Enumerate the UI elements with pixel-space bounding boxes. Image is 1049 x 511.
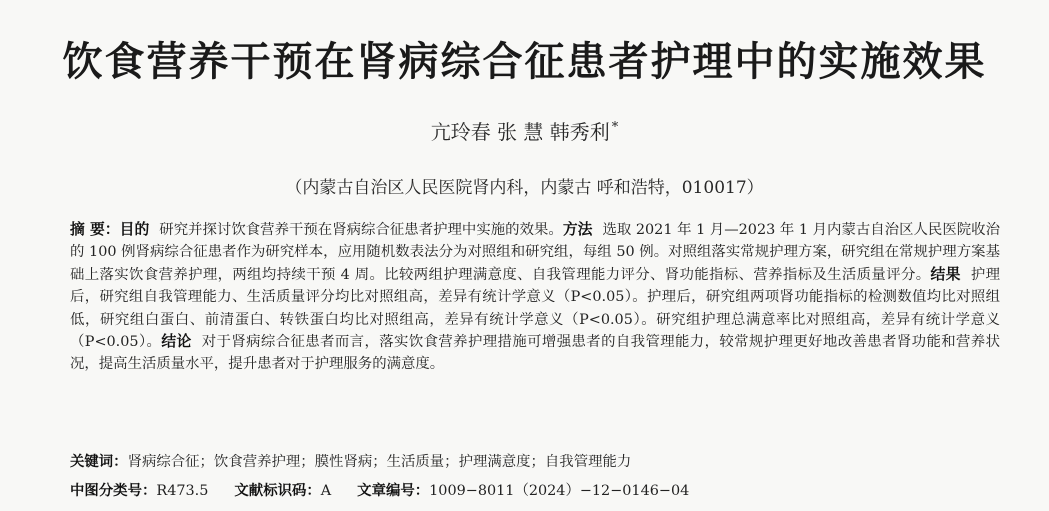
keywords-label: 关键词： [70, 454, 128, 470]
methods-text: 选取 2021 年 1 月—2023 年 1 月内蒙古自治区人民医院收治的 100 例肾病综合征患者作为研究样本，应用随机数表法分为对照组和研究组，每组 50 例。对照组落实常规护理方案，研究组在常规护理方案基础上落实饮食营养护理，两组均持续干预 4 周。比较两组护理满意度、自我管理能力评分、肾功能指标、营养指标及生活质量评分。 [70, 222, 1000, 283]
author-names: 亢玲春 张 慧 韩秀利 [430, 120, 610, 144]
keywords-line [70, 451, 1020, 473]
clc-label: 中图分类号： [70, 483, 157, 499]
corresponding-author-mark: * [611, 120, 619, 136]
objective-text: 研究并探讨饮食营养干预在肾病综合征患者护理中实施的效果。 [159, 222, 563, 238]
article-no-label: 文章编号： [357, 483, 430, 499]
objective-label: 目的 [119, 221, 150, 238]
results-text: 护理后，研究组自我管理能力、生活质量评分均比对照组高，差异有统计学意义（P<0.05）。护理后，研究组两项肾功能指标的检测数值均比对照组低，研究组白蛋白、前清蛋白、转铁蛋白均比对照组高，差异有统计学意义（P<0.05）。研究组护理总满意率比对照组高，差异有统计学意义（P<0.05）。 [70, 266, 1000, 351]
affiliation: （内蒙古自治区人民医院肾内科，内蒙古 呼和浩特，010017） [285, 178, 764, 198]
doc-code-value: A [320, 483, 332, 499]
results-label: 结果 [930, 265, 961, 283]
paper-title: 饮食营养干预在肾病综合征患者护理中的实施效果 [62, 39, 987, 85]
abstract [70, 219, 1000, 376]
author-list [0, 116, 1049, 145]
keywords-text: 肾病综合征；饮食营养护理；膜性肾病；生活质量；护理满意度；自我管理能力 [127, 454, 632, 470]
conclusion-text: 对于肾病综合征患者而言，落实饮食营养护理措施可增强患者的自我管理能力，较常规护理更好地改善患者肾功能和营养状况，提高生活质量水平，提升患者对于护理服务的满意度。 [70, 334, 1000, 373]
article-no-value: 1009−8011（2024）−12−0146−04 [429, 483, 690, 499]
clc-value: R473.5 [156, 483, 209, 499]
doc-code-label: 文献标识码： [234, 483, 321, 499]
classification-line [70, 480, 1020, 502]
conclusion-label: 结论 [161, 333, 192, 351]
abstract-label: 摘 要： [70, 221, 120, 238]
methods-label: 方法 [562, 221, 593, 238]
